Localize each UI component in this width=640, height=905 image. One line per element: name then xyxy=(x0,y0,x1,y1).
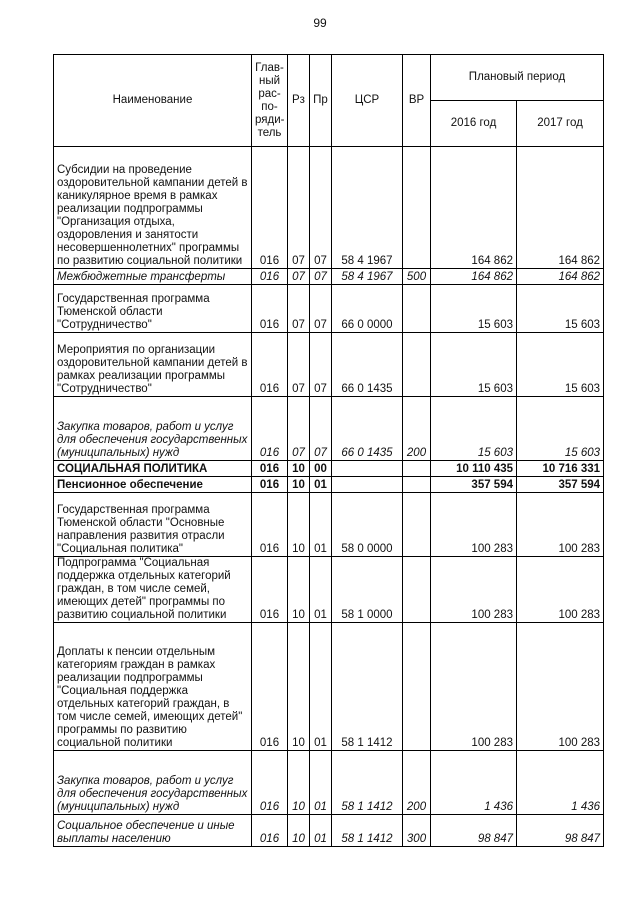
row-vr xyxy=(403,493,431,557)
row-pr: 07 xyxy=(310,397,332,461)
row-name: Закупка товаров, работ и услуг для обеспечения государственных (муниципальных) нужд xyxy=(54,397,252,461)
row-csr: 58 1 1412 xyxy=(332,815,403,847)
row-pr: 01 xyxy=(310,557,332,623)
row-value-2016: 100 283 xyxy=(431,557,517,623)
row-value-2016: 164 862 xyxy=(431,147,517,269)
row-rz: 10 xyxy=(288,815,310,847)
row-glav: 016 xyxy=(252,815,288,847)
row-vr xyxy=(403,285,431,333)
header-csr: ЦСР xyxy=(332,55,403,147)
row-pr: 01 xyxy=(310,623,332,751)
row-vr xyxy=(403,477,431,493)
row-csr xyxy=(332,477,403,493)
row-glav: 016 xyxy=(252,269,288,285)
row-pr: 07 xyxy=(310,147,332,269)
row-csr: 66 0 1435 xyxy=(332,333,403,397)
row-value-2017: 357 594 xyxy=(517,477,604,493)
row-csr: 58 1 0000 xyxy=(332,557,403,623)
row-pr: 00 xyxy=(310,461,332,477)
row-value-2016: 15 603 xyxy=(431,397,517,461)
row-rz: 07 xyxy=(288,333,310,397)
row-name: Субсидии на проведение оздоровительной кампании детей в каникулярное время в рамках реализации подпрограммы "Организация отдыха, оздоровления и занятости несовершеннолетних" программы по развитию социальной политики xyxy=(54,147,252,269)
row-csr: 66 0 1435 xyxy=(332,397,403,461)
table-row xyxy=(54,269,604,285)
row-csr: 58 0 0000 xyxy=(332,493,403,557)
row-value-2017: 164 862 xyxy=(517,269,604,285)
row-name: Пенсионное обеспечение xyxy=(54,477,252,493)
row-value-2017: 164 862 xyxy=(517,147,604,269)
row-pr: 01 xyxy=(310,751,332,815)
budget-table xyxy=(53,54,604,847)
row-value-2017: 15 603 xyxy=(517,285,604,333)
row-value-2017: 100 283 xyxy=(517,623,604,751)
table-row xyxy=(54,623,604,751)
row-glav: 016 xyxy=(252,557,288,623)
row-vr: 300 xyxy=(403,815,431,847)
row-value-2016: 10 110 435 xyxy=(431,461,517,477)
table-row xyxy=(54,285,604,333)
row-csr xyxy=(332,461,403,477)
row-vr xyxy=(403,461,431,477)
row-csr: 58 4 1967 xyxy=(332,147,403,269)
row-name: Государственная программа Тюменской области "Основные направления развития отрасли "Социальная политика" xyxy=(54,493,252,557)
row-name: Закупка товаров, работ и услуг для обеспечения государственных (муниципальных) нужд xyxy=(54,751,252,815)
row-rz: 10 xyxy=(288,477,310,493)
row-csr: 58 1 1412 xyxy=(332,623,403,751)
row-value-2017: 10 716 331 xyxy=(517,461,604,477)
row-value-2016: 15 603 xyxy=(431,333,517,397)
row-vr: 200 xyxy=(403,397,431,461)
table-row xyxy=(54,333,604,397)
row-name: Социальное обеспечение и иные выплаты населению xyxy=(54,815,252,847)
row-value-2016: 98 847 xyxy=(431,815,517,847)
table-row xyxy=(54,557,604,623)
table-row xyxy=(54,815,604,847)
row-rz: 07 xyxy=(288,397,310,461)
row-name: Доплаты к пенсии отдельным категориям граждан в рамках реализации подпрограммы "Социальная поддержка отдельных категорий граждан, в том числе семей, имеющих детей" программы по развитию социальной политики xyxy=(54,623,252,751)
row-value-2017: 98 847 xyxy=(517,815,604,847)
row-value-2016: 100 283 xyxy=(431,493,517,557)
row-glav: 016 xyxy=(252,751,288,815)
row-pr: 01 xyxy=(310,815,332,847)
header-name: Наименование xyxy=(54,55,252,147)
table-row xyxy=(54,751,604,815)
row-value-2017: 100 283 xyxy=(517,557,604,623)
table-row xyxy=(54,493,604,557)
table-row xyxy=(54,461,604,477)
row-csr: 66 0 0000 xyxy=(332,285,403,333)
row-value-2017: 100 283 xyxy=(517,493,604,557)
row-glav: 016 xyxy=(252,493,288,557)
row-rz: 10 xyxy=(288,557,310,623)
row-glav: 016 xyxy=(252,477,288,493)
row-name: Государственная программа Тюменской области "Сотрудничество" xyxy=(54,285,252,333)
row-glav: 016 xyxy=(252,461,288,477)
header-vr: ВР xyxy=(403,55,431,147)
row-glav: 016 xyxy=(252,147,288,269)
row-vr: 200 xyxy=(403,751,431,815)
row-value-2017: 15 603 xyxy=(517,333,604,397)
header-year-2016: 2016 год xyxy=(431,101,517,147)
row-value-2016: 357 594 xyxy=(431,477,517,493)
row-value-2017: 1 436 xyxy=(517,751,604,815)
row-name: Подпрограмма "Социальная поддержка отдельных категорий граждан, в том числе семей, имеющих детей" программы по развитию социальной политики xyxy=(54,557,252,623)
row-glav: 016 xyxy=(252,333,288,397)
table-body xyxy=(54,147,604,847)
row-pr: 01 xyxy=(310,493,332,557)
row-name: Межбюджетные трансферты xyxy=(54,269,252,285)
page-number: 99 xyxy=(313,16,327,30)
row-value-2017: 15 603 xyxy=(517,397,604,461)
header-year-2017: 2017 год xyxy=(517,101,604,147)
row-rz: 07 xyxy=(288,147,310,269)
table-row xyxy=(54,397,604,461)
row-pr: 07 xyxy=(310,269,332,285)
row-name: Мероприятия по организации оздоровительной кампании детей в рамках реализации программы "Сотрудничество" xyxy=(54,333,252,397)
row-rz: 10 xyxy=(288,623,310,751)
row-vr: 500 xyxy=(403,269,431,285)
row-pr: 07 xyxy=(310,285,332,333)
row-rz: 10 xyxy=(288,493,310,557)
row-value-2016: 1 436 xyxy=(431,751,517,815)
row-vr xyxy=(403,333,431,397)
row-vr xyxy=(403,147,431,269)
row-glav: 016 xyxy=(252,285,288,333)
row-value-2016: 100 283 xyxy=(431,623,517,751)
row-csr: 58 1 1412 xyxy=(332,751,403,815)
table-row xyxy=(54,477,604,493)
header-pr: Пр xyxy=(310,55,332,147)
row-rz: 10 xyxy=(288,751,310,815)
row-pr: 07 xyxy=(310,333,332,397)
row-value-2016: 164 862 xyxy=(431,269,517,285)
row-name: СОЦИАЛЬНАЯ ПОЛИТИКА xyxy=(54,461,252,477)
header-glav: Глав- ный рас- по- ряди- тель xyxy=(252,55,288,147)
row-value-2016: 15 603 xyxy=(431,285,517,333)
table-header xyxy=(54,55,604,147)
header-rz: Рз xyxy=(288,55,310,147)
row-rz: 07 xyxy=(288,285,310,333)
row-rz: 10 xyxy=(288,461,310,477)
row-csr: 58 4 1967 xyxy=(332,269,403,285)
row-glav: 016 xyxy=(252,623,288,751)
row-rz: 07 xyxy=(288,269,310,285)
row-vr xyxy=(403,623,431,751)
row-glav: 016 xyxy=(252,397,288,461)
header-planned-period: Плановый период xyxy=(431,55,604,101)
row-vr xyxy=(403,557,431,623)
table-row xyxy=(54,147,604,269)
row-pr: 01 xyxy=(310,477,332,493)
